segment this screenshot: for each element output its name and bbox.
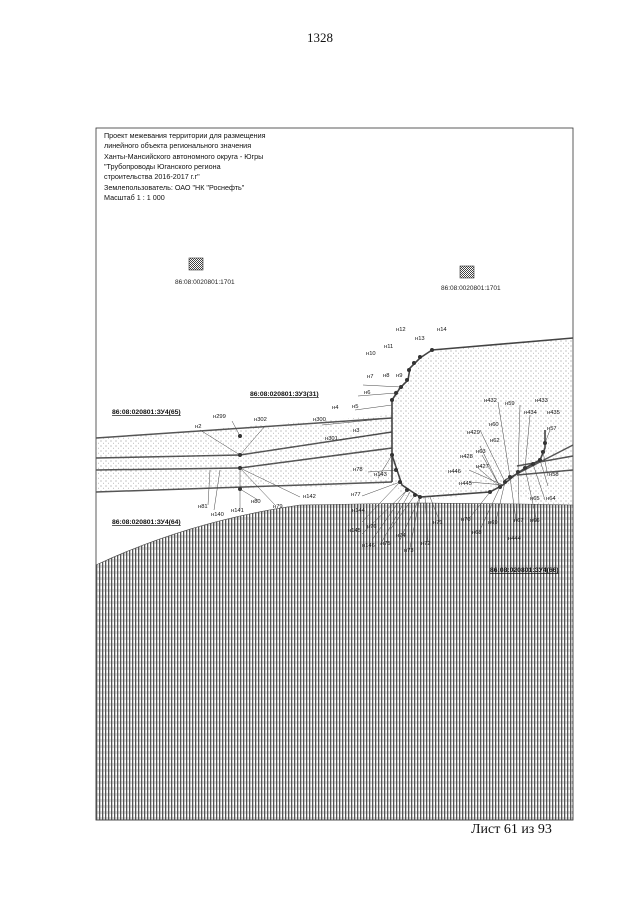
header-line: Проект межевания территории для размещения [104,131,266,140]
point-label: н300 [313,417,326,423]
point-label: н66 [530,518,540,524]
parcel-symbol [189,258,203,270]
point-label: н59 [505,401,515,407]
point-label: н62 [490,438,500,444]
point-label: н14 [437,327,447,333]
point-label: н446 [448,469,461,475]
point-label: н78 [353,467,363,473]
parcel-label: 86:08:020801:ЗУ4(65) [112,409,181,416]
point-label: н433 [535,398,548,404]
parcel-label: 86:08:020801:ЗУ3(31) [250,391,319,398]
point-label: н140 [211,512,224,518]
point-label: н141 [231,508,244,514]
point-label: н74 [396,533,406,539]
point-label: н73 [404,548,414,554]
parcel-label: 86:08:020801:ЗУ4(66) [490,567,559,574]
point-label: н429 [467,430,480,436]
point-label: н8 [383,373,390,379]
point-label: н432 [484,398,497,404]
point-label: н2 [195,424,202,430]
point-label: н79 [273,504,283,510]
point-label: н146 [362,543,375,549]
header-line: "Трубопроводы Юганского региона [104,162,221,171]
point-label: н57 [547,426,557,432]
point-label: н144 [352,508,365,514]
point-label: н444 [508,536,521,542]
point-label: н69 [488,520,498,526]
point-label: н3 [353,428,360,434]
point-label: н72 [421,541,431,547]
point-label: н10 [366,351,376,357]
point-label: н80 [251,499,261,505]
point-label: н63 [476,449,486,455]
point-label: н13 [415,336,425,342]
point-label: н299 [213,414,226,420]
point-label: н4 [332,405,339,411]
point-label: н301 [325,436,338,442]
point-label: н427 [476,464,489,470]
header-line: строительства 2016-2017 г.г" [104,172,200,181]
point-label: н76 [367,524,377,530]
point-label: н143 [374,472,387,478]
point-label: н64 [546,496,556,502]
header-line: Ханты-Мансийского автономного округа - Югры [104,152,264,161]
point-label: н302 [254,417,267,423]
point-label: н435 [547,410,560,416]
point-label: н434 [524,410,537,416]
point-label: н11 [384,344,394,350]
point-label: н68 [472,530,482,536]
point-label: н6 [364,390,371,396]
point-label: н428 [460,454,473,460]
point-label: н12 [396,327,406,333]
point-label: н60 [489,422,499,428]
point-label: н9 [396,373,403,379]
header-line: линейного объекта регионального значения [104,141,252,150]
header-line: Землепользователь: ОАО "НК "Роснефть" [104,183,245,192]
point-label: н81 [198,504,208,510]
point-label: н58 [549,472,559,478]
point-label: н7 [367,374,374,380]
map-header [104,131,266,202]
header-line: Масштаб 1 : 1 000 [104,193,165,202]
point-label: н67 [514,518,524,524]
point-label: н75 [381,541,391,547]
point-label: н65 [530,496,540,502]
point-label: н70 [461,517,471,523]
parcel-label: 86:08:020801:ЗУ4(64) [112,519,181,526]
point-label: н5 [352,404,359,410]
page-number: 1328 [307,30,333,45]
point-label: н77 [351,492,361,498]
parcel-label: 86:08:0020801:1701 [441,285,501,292]
point-label: н71 [433,520,443,526]
parcel-label: 86:08:0020801:1701 [175,279,235,286]
point-label: н142 [303,494,316,500]
point-label: н145 [348,528,361,534]
sheet-number: Лист 61 из 93 [471,822,552,837]
point-label: н445 [459,481,472,487]
hatched-area [96,503,573,820]
parcel-symbol [460,266,474,278]
